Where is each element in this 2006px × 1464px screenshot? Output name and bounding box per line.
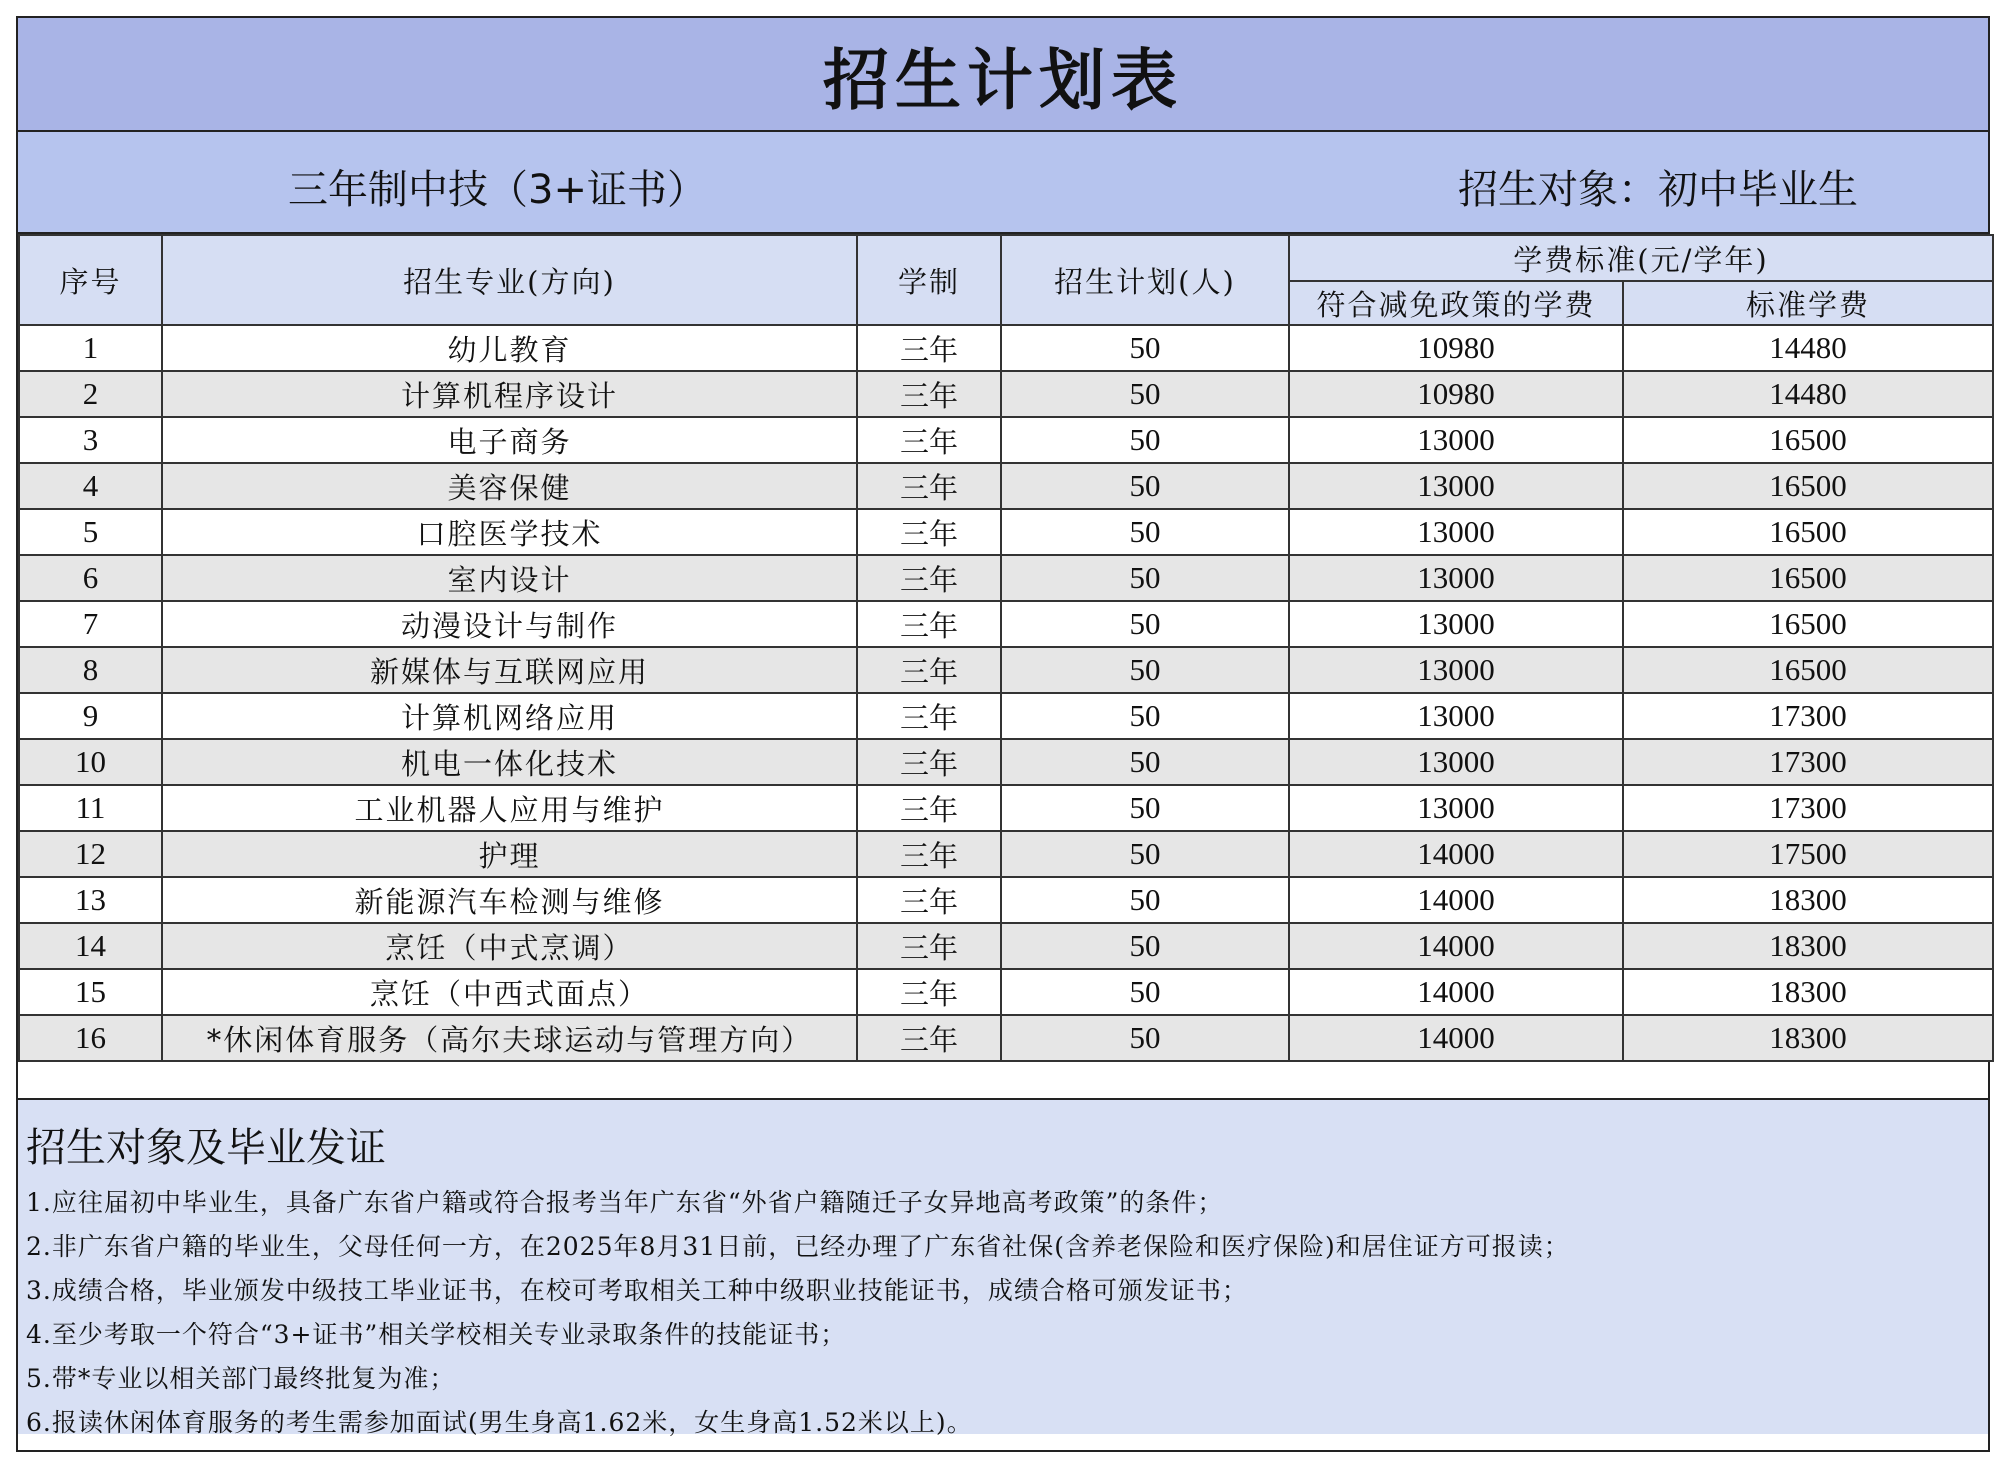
cell-fee-standard: 18300 xyxy=(1623,1015,1993,1061)
cell-fee-standard: 16500 xyxy=(1623,601,1993,647)
note-item: 1.应往届初中毕业生，具备广东省户籍或符合报考当年广东省“外省户籍随迁子女异地高考政策”的条件； xyxy=(26,1188,1224,1217)
header-major: 招生专业(方向) xyxy=(162,235,857,325)
cell-duration: 三年 xyxy=(857,969,1001,1015)
cell-duration: 三年 xyxy=(857,1015,1001,1061)
cell-fee-reduced: 14000 xyxy=(1289,969,1623,1015)
cell-major: 室内设计 xyxy=(162,555,857,601)
cell-plan: 50 xyxy=(1001,923,1289,969)
spacer-row xyxy=(18,1062,1988,1100)
cell-no: 7 xyxy=(19,601,162,647)
table-row xyxy=(19,693,1993,739)
header-fee-reduced: 符合减免政策的学费 xyxy=(1289,281,1623,325)
cell-fee-reduced: 13000 xyxy=(1289,555,1623,601)
cell-plan: 50 xyxy=(1001,877,1289,923)
cell-duration: 三年 xyxy=(857,785,1001,831)
table-row xyxy=(19,509,1993,555)
cell-no: 1 xyxy=(19,325,162,371)
cell-major: 烹饪（中西式面点） xyxy=(162,969,857,1015)
cell-fee-standard: 16500 xyxy=(1623,555,1993,601)
cell-major: *休闲体育服务（高尔夫球运动与管理方向） xyxy=(162,1015,857,1061)
cell-fee-reduced: 10980 xyxy=(1289,371,1623,417)
cell-duration: 三年 xyxy=(857,555,1001,601)
table-row xyxy=(19,555,1993,601)
cell-major: 新媒体与互联网应用 xyxy=(162,647,857,693)
subheader-bar xyxy=(18,132,1988,234)
table-row xyxy=(19,831,1993,877)
cell-major: 烹饪（中式烹调） xyxy=(162,923,857,969)
header-fee-standard: 标准学费 xyxy=(1623,281,1993,325)
cell-no: 4 xyxy=(19,463,162,509)
notes-section xyxy=(18,1100,1988,1437)
cell-major: 新能源汽车检测与维修 xyxy=(162,877,857,923)
table-row xyxy=(19,969,1993,1015)
table-row xyxy=(19,785,1993,831)
notes-heading: 招生对象及毕业发证 xyxy=(26,1125,386,1171)
cell-duration: 三年 xyxy=(857,417,1001,463)
enrollment-table xyxy=(18,234,1994,1062)
cell-plan: 50 xyxy=(1001,739,1289,785)
cell-plan: 50 xyxy=(1001,647,1289,693)
cell-fee-standard: 17300 xyxy=(1623,785,1993,831)
cell-no: 5 xyxy=(19,509,162,555)
page-title: 招生计划表 xyxy=(18,18,1988,132)
cell-plan: 50 xyxy=(1001,417,1289,463)
enrollment-plan-sheet xyxy=(16,16,1990,1452)
cell-major: 美容保健 xyxy=(162,463,857,509)
cell-major: 口腔医学技术 xyxy=(162,509,857,555)
cell-fee-standard: 18300 xyxy=(1623,923,1993,969)
note-item: 2.非广东省户籍的毕业生，父母任何一方，在2025年8月31日前，已经办理了广东省社保(含养老保险和医疗保险)和居住证方可报读； xyxy=(26,1232,1570,1261)
cell-plan: 50 xyxy=(1001,371,1289,417)
table-row xyxy=(19,463,1993,509)
program-type: 三年制中技（3+证书） xyxy=(288,167,707,213)
cell-duration: 三年 xyxy=(857,463,1001,509)
cell-fee-reduced: 13000 xyxy=(1289,601,1623,647)
cell-duration: 三年 xyxy=(857,831,1001,877)
cell-major: 计算机网络应用 xyxy=(162,693,857,739)
cell-fee-standard: 14480 xyxy=(1623,371,1993,417)
cell-fee-standard: 14480 xyxy=(1623,325,1993,371)
cell-fee-reduced: 13000 xyxy=(1289,785,1623,831)
cell-fee-reduced: 14000 xyxy=(1289,877,1623,923)
header-no: 序号 xyxy=(19,235,162,325)
cell-plan: 50 xyxy=(1001,1015,1289,1061)
table-body xyxy=(19,325,1993,1061)
table-row xyxy=(19,877,1993,923)
cell-fee-reduced: 13000 xyxy=(1289,647,1623,693)
cell-no: 8 xyxy=(19,647,162,693)
note-item: 3.成绩合格，毕业颁发中级技工毕业证书，在校可考取相关工种中级职业技能证书，成绩合格可颁发证书； xyxy=(26,1276,1248,1305)
cell-plan: 50 xyxy=(1001,509,1289,555)
cell-plan: 50 xyxy=(1001,601,1289,647)
cell-fee-reduced: 13000 xyxy=(1289,463,1623,509)
cell-no: 11 xyxy=(19,785,162,831)
table-row xyxy=(19,647,1993,693)
cell-plan: 50 xyxy=(1001,555,1289,601)
cell-fee-standard: 16500 xyxy=(1623,417,1993,463)
header-fee-group: 学费标准(元/学年) xyxy=(1289,235,1993,281)
cell-fee-reduced: 14000 xyxy=(1289,831,1623,877)
cell-fee-standard: 18300 xyxy=(1623,877,1993,923)
cell-duration: 三年 xyxy=(857,371,1001,417)
cell-no: 2 xyxy=(19,371,162,417)
header-duration: 学制 xyxy=(857,235,1001,325)
cell-fee-reduced: 14000 xyxy=(1289,923,1623,969)
cell-duration: 三年 xyxy=(857,739,1001,785)
cell-no: 12 xyxy=(19,831,162,877)
cell-fee-standard: 17300 xyxy=(1623,739,1993,785)
cell-plan: 50 xyxy=(1001,785,1289,831)
table-row xyxy=(19,371,1993,417)
cell-fee-standard: 18300 xyxy=(1623,969,1993,1015)
cell-plan: 50 xyxy=(1001,693,1289,739)
cell-no: 15 xyxy=(19,969,162,1015)
cell-no: 16 xyxy=(19,1015,162,1061)
cell-plan: 50 xyxy=(1001,831,1289,877)
note-item: 4.至少考取一个符合“3+证书”相关学校相关专业录取条件的技能证书； xyxy=(26,1320,847,1349)
cell-fee-reduced: 13000 xyxy=(1289,509,1623,555)
cell-fee-standard: 16500 xyxy=(1623,509,1993,555)
table-row xyxy=(19,1015,1993,1061)
cell-duration: 三年 xyxy=(857,601,1001,647)
note-item: 5.带*专业以相关部门最终批复为准； xyxy=(26,1364,456,1393)
cell-fee-standard: 17500 xyxy=(1623,831,1993,877)
cell-no: 6 xyxy=(19,555,162,601)
cell-fee-standard: 16500 xyxy=(1623,463,1993,509)
cell-no: 13 xyxy=(19,877,162,923)
cell-duration: 三年 xyxy=(857,923,1001,969)
table-row xyxy=(19,739,1993,785)
cell-fee-reduced: 10980 xyxy=(1289,325,1623,371)
cell-no: 3 xyxy=(19,417,162,463)
cell-plan: 50 xyxy=(1001,325,1289,371)
cell-fee-standard: 17300 xyxy=(1623,693,1993,739)
cell-plan: 50 xyxy=(1001,969,1289,1015)
cell-major: 计算机程序设计 xyxy=(162,371,857,417)
cell-fee-reduced: 13000 xyxy=(1289,693,1623,739)
table-row xyxy=(19,923,1993,969)
target-students: 招生对象：初中毕业生 xyxy=(1458,167,1858,213)
cell-fee-reduced: 13000 xyxy=(1289,417,1623,463)
cell-fee-reduced: 13000 xyxy=(1289,739,1623,785)
cell-no: 14 xyxy=(19,923,162,969)
cell-major: 护理 xyxy=(162,831,857,877)
cell-duration: 三年 xyxy=(857,509,1001,555)
cell-major: 动漫设计与制作 xyxy=(162,601,857,647)
cell-no: 9 xyxy=(19,693,162,739)
table-row xyxy=(19,601,1993,647)
table-row xyxy=(19,417,1993,463)
cell-no: 10 xyxy=(19,739,162,785)
table-row xyxy=(19,325,1993,371)
cell-duration: 三年 xyxy=(857,877,1001,923)
cell-fee-standard: 16500 xyxy=(1623,647,1993,693)
cell-fee-reduced: 14000 xyxy=(1289,1015,1623,1061)
cell-duration: 三年 xyxy=(857,693,1001,739)
cell-duration: 三年 xyxy=(857,647,1001,693)
cell-major: 电子商务 xyxy=(162,417,857,463)
cell-major: 工业机器人应用与维护 xyxy=(162,785,857,831)
cell-plan: 50 xyxy=(1001,463,1289,509)
header-plan: 招生计划(人) xyxy=(1001,235,1289,325)
note-item: 6.报读休闲体育服务的考生需参加面试(男生身高1.62米，女生身高1.52米以上)。 xyxy=(26,1408,973,1437)
cell-duration: 三年 xyxy=(857,325,1001,371)
cell-major: 机电一体化技术 xyxy=(162,739,857,785)
cell-major: 幼儿教育 xyxy=(162,325,857,371)
